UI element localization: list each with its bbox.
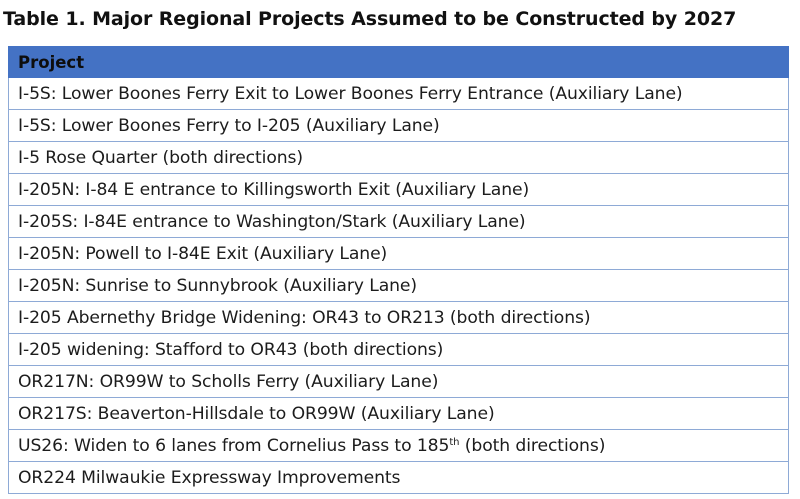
table-row [9, 398, 789, 430]
table-cell: I-5S: Lower Boones Ferry to I-205 (Auxiliary Lane) [9, 110, 789, 142]
ordinal-suffix: th [449, 436, 460, 448]
table-row [9, 142, 789, 174]
table-cell [9, 430, 789, 462]
table-cell: I-205N: Powell to I-84E Exit (Auxiliary Lane) [9, 238, 789, 270]
table-header-row [9, 47, 789, 78]
table-cell: I-205 Abernethy Bridge Widening: OR43 to OR213 (both directions) [9, 302, 789, 334]
us26-text-after: (both directions) [459, 435, 606, 456]
column-header-project: Project [9, 47, 789, 78]
table-row [9, 206, 789, 238]
table-row [9, 78, 789, 110]
table-row [9, 462, 789, 494]
table-cell: I-205 widening: Stafford to OR43 (both directions) [9, 334, 789, 366]
table-cell: I-5S: Lower Boones Ferry Exit to Lower Boones Ferry Entrance (Auxiliary Lane) [9, 78, 789, 110]
table-row [9, 430, 789, 462]
table-row [9, 366, 789, 398]
table-row [9, 110, 789, 142]
table-cell: OR217N: OR99W to Scholls Ferry (Auxiliary Lane) [9, 366, 789, 398]
table-cell: OR224 Milwaukie Expressway Improvements [9, 462, 789, 494]
table-cell: I-205S: I-84E entrance to Washington/Stark (Auxiliary Lane) [9, 206, 789, 238]
projects-table [8, 46, 789, 494]
table-cell: I-5 Rose Quarter (both directions) [9, 142, 789, 174]
table-cell: I-205N: Sunrise to Sunnybrook (Auxiliary Lane) [9, 270, 789, 302]
table-row [9, 334, 789, 366]
table-title: Table 1. Major Regional Projects Assumed to be Constructed by 2027 [3, 8, 737, 30]
table-row [9, 174, 789, 206]
us26-text-before: US26: Widen to 6 lanes from Cornelius Pass to 185 [18, 435, 450, 456]
table-row [9, 270, 789, 302]
table-cell: OR217S: Beaverton-Hillsdale to OR99W (Auxiliary Lane) [9, 398, 789, 430]
table-row [9, 302, 789, 334]
table-row [9, 238, 789, 270]
table-cell: I-205N: I-84 E entrance to Killingsworth Exit (Auxiliary Lane) [9, 174, 789, 206]
